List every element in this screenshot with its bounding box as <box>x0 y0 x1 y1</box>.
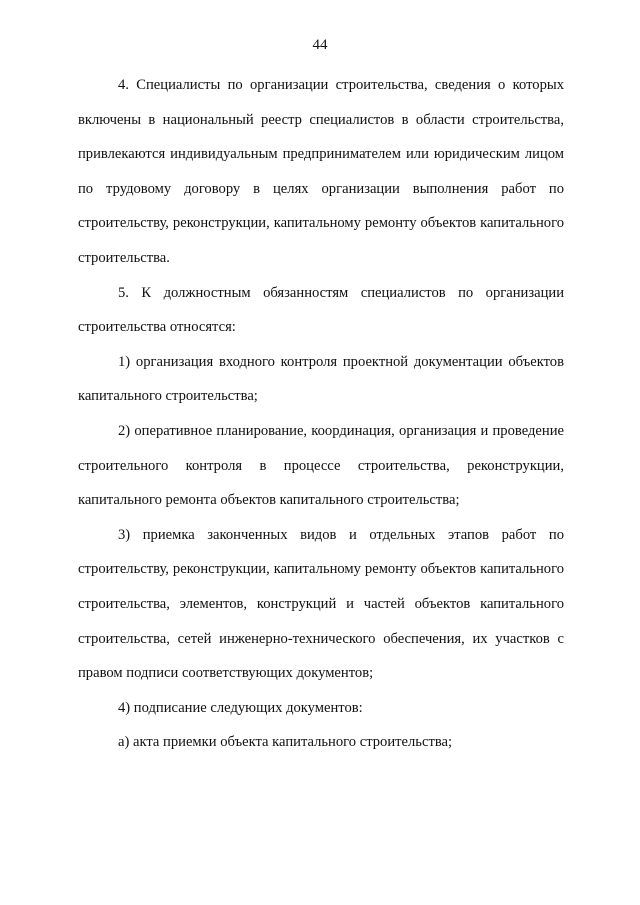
list-item-4-signing: 4) подписание следующих документов: <box>118 699 363 716</box>
list-item-3-acceptance: 3) приемка законченных видов и отдельных этапов работ по строительству, реконструкции, капитальному ремонту объектов капитального строительства, элементов, конструкций и частей объектов капитального строительства, сетей инженерно-технического обеспечения, их участков с правом подписи соответствующих документов; <box>78 526 564 682</box>
document-body <box>78 68 564 760</box>
paragraph-4-specialists: 4. Специалисты по организации строительства, сведения о которых включены в национальный реестр специалистов в области строительства, привлекаются индивидуальным предпринимателем или юридическим лицом по трудовому договору в целях организации выполнения работ по строительству, реконструкции, капитальному ремонту объектов капитального строительства. <box>78 77 564 266</box>
page-number: 44 <box>312 37 328 53</box>
sub-item-a-acceptance-act: а) акта приемки объекта капитального строительства; <box>118 734 453 751</box>
list-item-2-operational-planning: 2) оперативное планирование, координация, организация и проведение строительного контроля в процессе строительства, реконструкции, капитального ремонта объектов капитального строительства; <box>78 422 564 509</box>
list-item-1-input-control: 1) организация входного контроля проектной документации объектов капитального строительства; <box>78 353 564 405</box>
paragraph-5-duties: 5. К должностным обязанностям специалистов по организации строительства относятся: <box>78 284 564 336</box>
